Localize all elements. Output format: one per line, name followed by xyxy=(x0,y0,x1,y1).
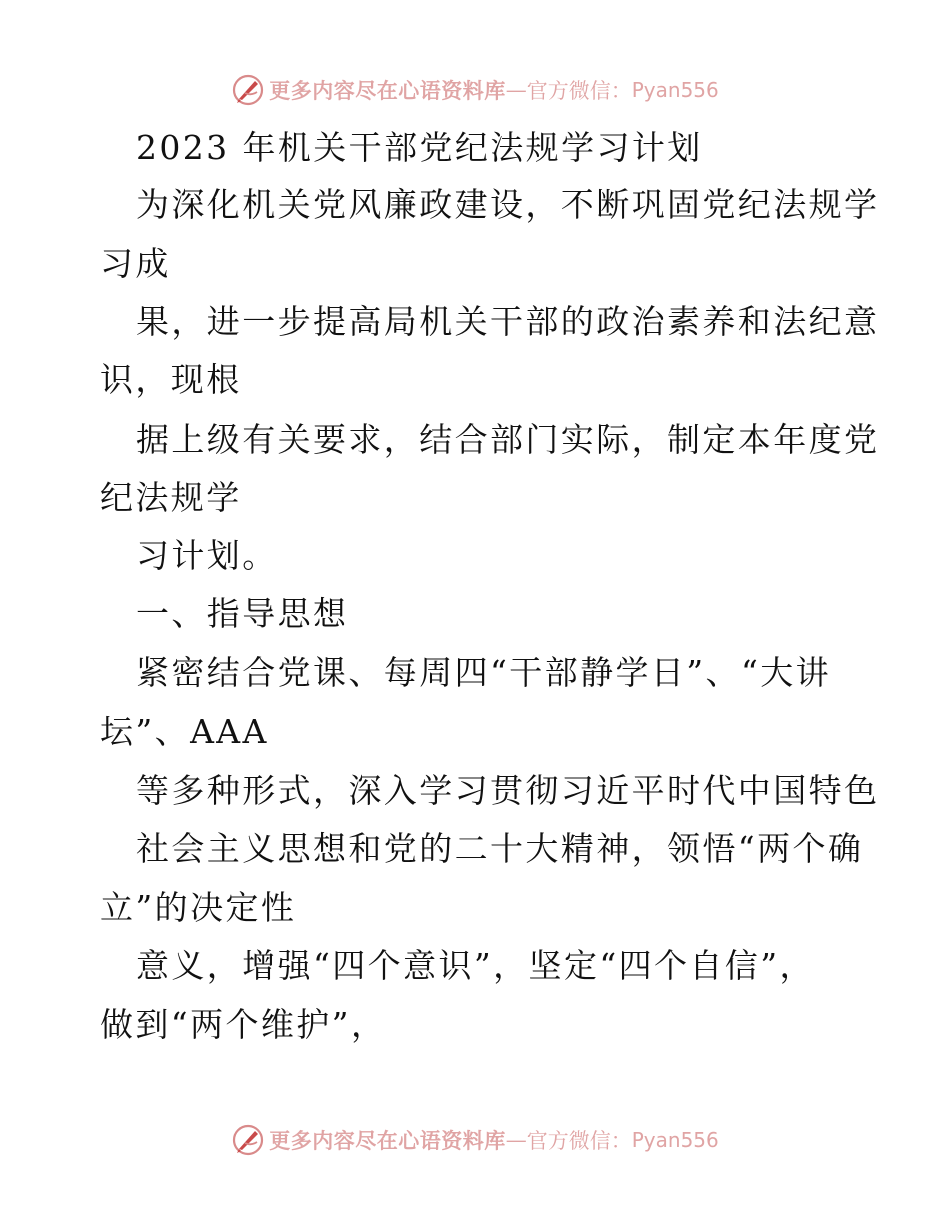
paragraph-line: 习成 xyxy=(100,244,171,283)
paragraph-line: 意义，增强“四个意识”，坚定“四个自信”， xyxy=(136,946,815,985)
header-watermark xyxy=(0,70,950,110)
watermark-official-label: 官方微信： xyxy=(526,1129,632,1153)
quill-pen-icon xyxy=(231,1123,265,1157)
document-title: 2023 年机关干部党纪法规学习计划 xyxy=(136,128,703,167)
footer-watermark xyxy=(0,1120,950,1160)
paragraph-line: 为深化机关党风廉政建设，不断巩固党纪法规学 xyxy=(136,185,880,224)
paragraph-line: 社会主义思想和党的二十大精神，领悟“两个确 xyxy=(136,829,864,868)
watermark-text: 更多内容尽在心语资料库 xyxy=(269,78,506,103)
paragraph-line: 习计划。 xyxy=(136,536,278,575)
quill-pen-icon xyxy=(231,73,265,107)
paragraph-line: 坛”、AAA xyxy=(100,712,269,751)
paragraph-line: 纪法规学 xyxy=(100,478,242,517)
watermark-separator: — xyxy=(505,78,527,102)
paragraph-line: 紧密结合党课、每周四“干部静学日”、“大讲 xyxy=(136,653,832,692)
paragraph-line: 果，进一步提高局机关干部的政治素养和法纪意 xyxy=(136,302,880,341)
watermark-text: 更多内容尽在心语资料库 xyxy=(269,1128,506,1153)
watermark-wechat-id: Pyan556 xyxy=(631,78,719,102)
paragraph-line: 据上级有关要求，结合部门实际，制定本年度党 xyxy=(136,420,880,459)
paragraph-line: 做到“两个维护”， xyxy=(100,1005,387,1044)
watermark-wechat-id: Pyan556 xyxy=(631,1128,719,1152)
watermark-separator: — xyxy=(505,1128,527,1152)
section-heading: 一、指导思想 xyxy=(136,594,349,633)
paragraph-line: 等多种形式，深入学习贯彻习近平时代中国特色 xyxy=(136,771,880,810)
paragraph-line: 识，现根 xyxy=(100,360,242,399)
paragraph-line: 立”的决定性 xyxy=(100,888,297,927)
watermark-official-label: 官方微信： xyxy=(526,79,632,103)
